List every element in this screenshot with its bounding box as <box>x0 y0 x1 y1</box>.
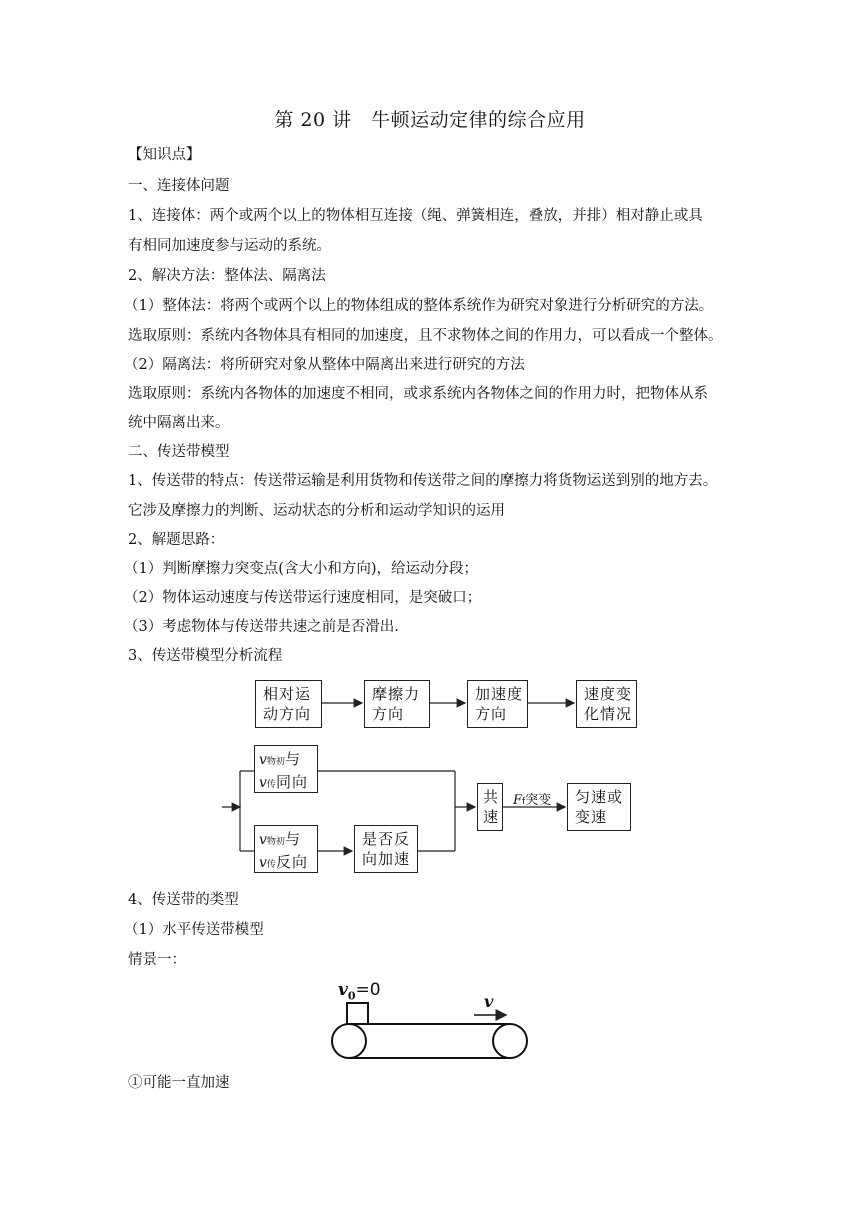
text-line: 选取原则：系统内各物体具有相同的加速度，且不求物体之间的作用力，可以看成一个整体。 <box>128 328 723 344</box>
flow-box-line: 速度变 <box>584 685 633 703</box>
flow-box-line: 化情况 <box>584 705 633 723</box>
text-line: （1）判断摩擦力突变点(含大小和方向)，给运动分段； <box>124 561 479 577</box>
flow-box-line: 向加速 <box>362 850 411 868</box>
text-line: ①可能一直加速 <box>128 1075 230 1091</box>
flow-box-line: 变速 <box>575 808 608 826</box>
velocity-symbol: v <box>259 855 267 871</box>
friction-symbol: F <box>513 793 523 808</box>
velocity-symbol: v <box>259 832 267 848</box>
flow-box-line: 方向 <box>372 705 405 723</box>
flow-box-line: 方向 <box>475 705 508 723</box>
text-line: 1、连接体：两个或两个以上的物体相互连接（绳、弹簧相连，叠放，并排）相对静止或具 <box>128 208 703 224</box>
text-line: （1）整体法：将两个或两个以上的物体组成的整体系统作为研究对象进行分析研究的方法。 <box>124 298 714 314</box>
heading-conveyor-model: 二、传送带模型 <box>128 444 230 460</box>
text-line: 统中隔离出来。 <box>128 415 230 431</box>
velocity-subscript: 传 <box>266 860 276 870</box>
flow-box-line: 相对运 <box>263 685 312 703</box>
flow-box-line: 动方向 <box>263 705 312 723</box>
text-line: 它涉及摩擦力的判断、运动状态的分析和运动学知识的运用 <box>128 503 505 519</box>
block-on-belt <box>347 1003 368 1024</box>
heading-horizontal-belt: （1）水平传送带模型 <box>124 922 264 938</box>
flow-box-text: 同向 <box>275 773 308 791</box>
flow-box-line: 摩擦力 <box>372 685 421 703</box>
initial-velocity-value: =0 <box>355 980 381 1000</box>
friction-change-text: 突变 <box>525 793 552 808</box>
text-line: （2）隔离法：将所研究对象从整体中隔离出来进行研究的方法 <box>124 357 525 373</box>
velocity-symbol: v <box>259 752 267 768</box>
page-title: 第 20 讲 牛顿运动定律的综合应用 <box>274 109 586 131</box>
text-line: 选取原则：系统内各物体的加速度不相同，或求系统内各物体之间的作用力时，把物体从系 <box>128 386 708 402</box>
velocity-subscript: 0 <box>347 989 356 1003</box>
flow-box-text: 与 <box>284 830 301 848</box>
velocity-subscript: 传 <box>266 780 276 790</box>
heading-connected-body: 一、连接体问题 <box>128 178 230 194</box>
flow-box-line: 速 <box>483 808 500 826</box>
flow-box-line: 加速度 <box>475 685 524 703</box>
text-line: 2、解决方法：整体法、隔离法 <box>128 268 326 284</box>
velocity-symbol: v <box>338 980 348 1000</box>
scenario-label: 情景一： <box>128 952 186 968</box>
text-line: 1、传送带的特点：传送带运输是利用货物和传送带之间的摩擦力将货物运送到别的地方去。 <box>128 473 718 489</box>
flow-box-text: 与 <box>284 750 301 768</box>
section-label-knowledge: 【知识点】 <box>128 147 201 163</box>
velocity-subscript: 物初 <box>266 837 285 847</box>
initial-velocity-label <box>338 980 381 1002</box>
text-line: 有相同加速度参与运动的系统。 <box>128 238 331 254</box>
text-line: 3、传送带模型分析流程 <box>128 648 283 664</box>
velocity-symbol: v <box>259 775 267 791</box>
belt-velocity-label: v <box>484 992 494 1011</box>
velocity-subscript: 物初 <box>266 757 285 767</box>
flow-box-line: 是否反 <box>362 830 411 848</box>
text-line: （2）物体运动速度与传送带运行速度相同，是突破口； <box>124 590 482 606</box>
flow-box-line: 共 <box>483 788 500 806</box>
friction-subscript: f <box>522 797 526 807</box>
heading-conveyor-types: 4、传送带的类型 <box>128 892 239 908</box>
flow-box-line: 匀速或 <box>575 788 624 806</box>
text-line: 2、解题思路： <box>128 532 225 548</box>
text-line: （3）考虑物体与传送带共速之前是否滑出. <box>124 619 399 635</box>
flow-box-text: 反向 <box>275 853 308 871</box>
